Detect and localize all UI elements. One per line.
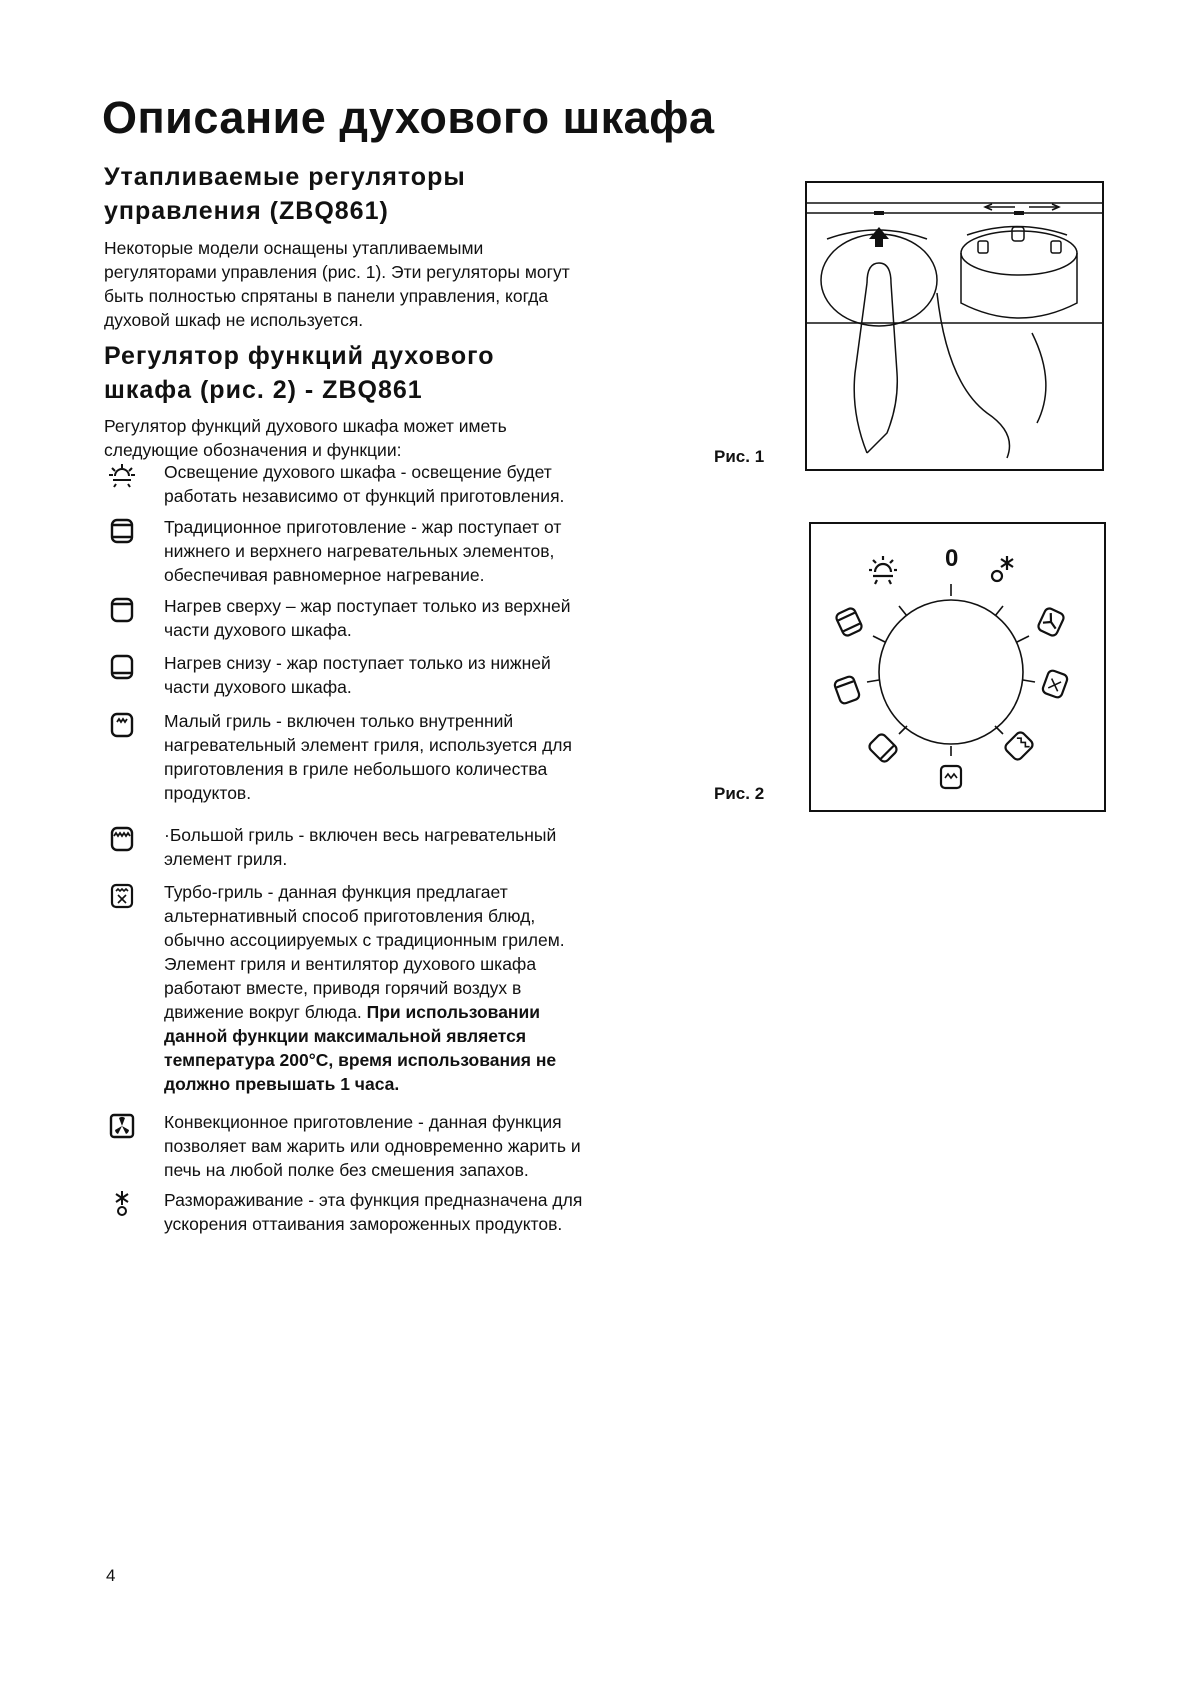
turbo-grill-warning: При использовании данной функции максимальной является температура 200°C, время использования не должно превышать 1 часа. [164,1002,557,1094]
dial-conventional-icon [835,607,863,637]
heading-line: управления (ZBQ861) [104,197,389,225]
dial-top-heat-icon [833,675,860,704]
figure-1-caption: Рис. 1 [714,447,765,466]
dial-zero-label: 0 [945,545,959,572]
conventional-cooking-icon [108,517,136,545]
function-description: Нагрев снизу - жар поступает только из нижней части духового шкафа. [164,653,551,697]
dial-fan-icon [1037,607,1065,637]
function-description [164,880,600,1096]
heading-line: Регулятор функций духового [104,342,495,370]
function-item-small-grill [108,709,600,805]
small-grill-icon [108,711,136,739]
function-item-light [108,460,600,508]
function-item-defrost [108,1188,600,1236]
function-item-full-grill [108,823,600,871]
dial-bottom-heat-icon [867,732,898,763]
convection-fan-icon [108,1112,136,1140]
controls-paragraph: Некоторые модели оснащены утапливаемыми регуляторами управления (рис. 1). Эти регуляторы могут быть полностью спрятаны в панели управления, когда духовой шкаф не используется. [104,238,570,330]
functions-intro: Регулятор функций духового шкафа может иметь следующие обозначения и функции: [104,416,507,460]
turbo-grill-text: Турбо-гриль - данная функция предлагает альтернативный способ приготовления блюд, обычно ассоциируемых с традиционным грилем. Элемент гриля и вентилятор духового шкафа работают вместе, приводя горячий воздух в движение вокруг блюда. [164,882,565,1022]
function-item-bottom-heat [108,651,600,699]
bottom-heat-icon [108,653,136,681]
heading-line: Утапливаемые регуляторы [104,163,466,191]
dial-light-icon [869,556,897,584]
function-item-convection [108,1110,600,1182]
function-description: Нагрев сверху – жар поступает только из верхней части духового шкафа. [164,596,571,640]
function-description: Традиционное приготовление - жар поступает от нижнего и верхнего нагревательных элементов, обеспечивая равномерное нагревание. [164,517,562,585]
oven-light-icon [108,462,136,490]
page-title: Описание духового шкафа [102,92,715,143]
figure-2-function-dial [809,522,1106,812]
page-number: 4 [106,1566,116,1585]
function-item-top-heat [108,594,600,642]
section-heading-controls [104,160,466,228]
figure-2-caption: Рис. 2 [714,784,765,803]
dial-defrost-icon [992,556,1013,581]
top-heat-icon [108,596,136,624]
retractable-knobs-illustration [807,183,1102,469]
figure-1-retractable-knobs [805,181,1104,471]
function-description: Размораживание - эта функция предназначена для ускорения оттаивания замороженных продуктов. [164,1190,583,1234]
function-description: Освещение духового шкафа - освещение будет работать независимо от функций приготовления. [164,462,565,506]
function-item-turbo-grill [108,880,600,1096]
function-description: Конвекционное приготовление - данная функция позволяет вам жарить или одновременно жарить и печь на любой полке без смешения запахов. [164,1112,581,1180]
function-description: Малый гриль - включен только внутренний нагревательный элемент гриля, используется для приготовления в гриле небольшого количества продуктов. [164,711,572,803]
defrost-icon [108,1190,136,1218]
heading-line: шкафа (рис. 2) - ZBQ861 [104,376,423,404]
dial-full-grill-icon [1003,730,1034,761]
full-grill-icon [108,825,136,853]
function-dial-illustration [811,524,1104,810]
section-heading-functions [104,339,495,407]
function-description: ·Большой гриль - включен весь нагревательный элемент гриля. [164,825,557,869]
dial-turbo-grill-icon [1041,669,1068,698]
dial-small-grill-icon [941,766,961,788]
turbo-grill-icon [108,882,136,910]
function-item-conventional [108,515,600,587]
